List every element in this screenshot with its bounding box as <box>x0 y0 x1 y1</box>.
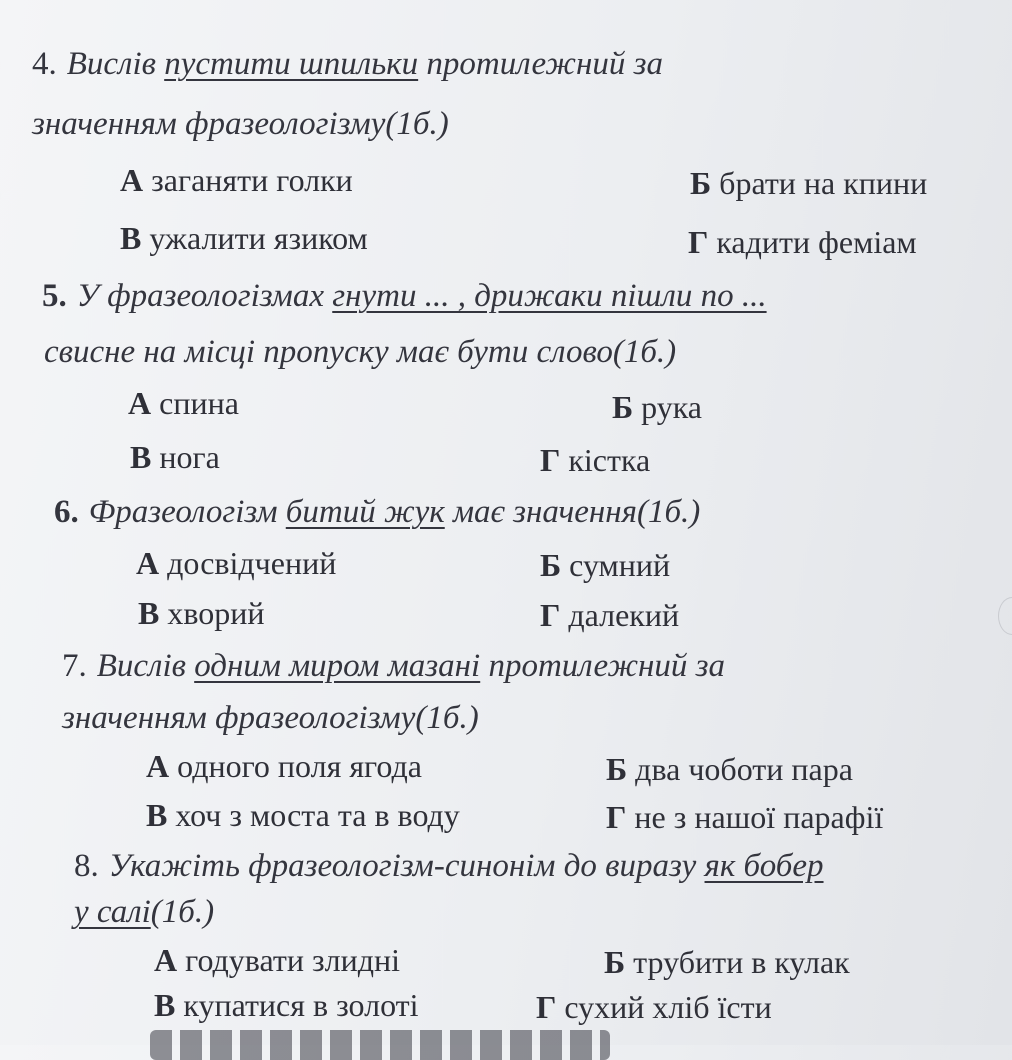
q8-option-a <box>154 940 400 980</box>
underlined-phrase: битий жук <box>285 494 445 530</box>
q7-option-d <box>606 797 883 837</box>
option-letter: В <box>120 220 142 256</box>
question-6-line-1 <box>54 492 700 532</box>
question-text: Укажіть фразеологізм-синонім до виразу <box>108 848 705 884</box>
q8-option-b <box>604 942 850 982</box>
option-letter: Г <box>540 442 561 478</box>
option-letter: А <box>120 162 144 198</box>
question-text: протилежний за <box>418 46 663 82</box>
option-letter: Г <box>536 989 557 1025</box>
q6-option-c <box>138 593 264 633</box>
q5-option-d <box>540 440 650 480</box>
q6-option-d <box>540 595 679 635</box>
question-text: (1б.) <box>150 894 215 930</box>
q6-option-a <box>136 543 336 583</box>
question-text: має значення(1б.) <box>444 494 701 530</box>
q5-option-b <box>612 387 702 427</box>
q4-option-a <box>120 160 353 200</box>
option-letter: В <box>130 439 152 475</box>
q4-option-d <box>688 222 917 262</box>
option-letter: А <box>128 385 152 421</box>
option-text: два чоботи пара <box>635 751 853 787</box>
q5-option-c <box>130 437 220 477</box>
edge-ring-artifact <box>998 597 1012 635</box>
option-text: трубити в кулак <box>633 944 850 980</box>
option-letter: В <box>146 797 168 833</box>
option-text: годувати злидні <box>185 942 400 978</box>
option-letter: А <box>154 942 178 978</box>
option-text: заганяти голки <box>151 162 353 198</box>
option-text: далекий <box>568 597 680 633</box>
underlined-phrase: у салі <box>74 894 151 930</box>
question-text: Фразеологізм <box>88 494 286 530</box>
option-text: спина <box>159 385 239 421</box>
question-8-line-2 <box>74 892 214 932</box>
option-text: кістка <box>568 442 651 478</box>
question-7-line-1 <box>62 646 725 686</box>
question-8-line-1 <box>74 846 824 886</box>
underlined-phrase: гнути ... , дрижаки пішли по ... <box>332 278 767 314</box>
question-5-line-2: свисне на місці пропуску має бути слово(1б.) <box>44 334 677 370</box>
q7-option-a <box>146 746 422 786</box>
question-number: 8. <box>74 848 99 884</box>
option-letter: Б <box>540 547 562 583</box>
option-letter: Г <box>540 597 561 633</box>
underlined-phrase: пустити шпильки <box>164 46 419 82</box>
option-text: кадити феміам <box>716 224 917 260</box>
underlined-phrase: як бобер <box>704 848 824 884</box>
question-number: 4. <box>32 46 57 82</box>
underlined-phrase: одним миром мазані <box>194 648 481 684</box>
option-text: не з нашої парафії <box>634 799 884 835</box>
option-letter: Г <box>688 224 709 260</box>
q7-option-b <box>606 749 853 789</box>
question-text: Вислів <box>66 46 165 82</box>
option-letter: Б <box>606 751 628 787</box>
option-text: сухий хліб їсти <box>564 989 772 1025</box>
question-4-line-1 <box>32 44 663 84</box>
option-letter: Б <box>690 165 712 201</box>
q8-option-c <box>154 985 419 1025</box>
question-text: У фразеологізмах <box>76 278 333 314</box>
question-4-line-2: значенням фразеологізму(1б.) <box>32 106 449 142</box>
option-text: ужалити язиком <box>149 220 368 256</box>
question-text: Вислів <box>96 648 195 684</box>
option-text: хоч з моста та в воду <box>175 797 460 833</box>
question-5-line-1 <box>42 276 767 316</box>
q5-option-a <box>128 383 239 423</box>
option-text: рука <box>641 389 702 425</box>
option-letter: Б <box>604 944 626 980</box>
option-letter: Г <box>606 799 627 835</box>
q4-option-c <box>120 218 368 258</box>
question-number: 6. <box>54 494 79 530</box>
option-text: досвідчений <box>167 545 337 581</box>
q7-option-c <box>146 795 460 835</box>
q4-option-b <box>690 163 927 203</box>
option-text: одного поля ягода <box>177 748 422 784</box>
q8-option-d <box>536 987 772 1027</box>
option-text: сумний <box>569 547 671 583</box>
cut-off-text-line <box>150 1030 610 1060</box>
question-number: 5. <box>42 278 67 314</box>
q6-option-b <box>540 545 670 585</box>
question-7-line-2: значенням фразеологізму(1б.) <box>62 700 479 736</box>
option-letter: А <box>146 748 170 784</box>
option-text: хворий <box>167 595 265 631</box>
question-text: протилежний за <box>480 648 726 684</box>
option-text: нога <box>159 439 220 475</box>
option-letter: В <box>138 595 160 631</box>
option-text: брати на кпини <box>719 165 928 201</box>
option-letter: В <box>154 987 176 1023</box>
option-letter: Б <box>612 389 634 425</box>
option-text: купатися в золоті <box>183 987 419 1023</box>
option-letter: А <box>136 545 160 581</box>
question-number: 7. <box>62 648 87 684</box>
